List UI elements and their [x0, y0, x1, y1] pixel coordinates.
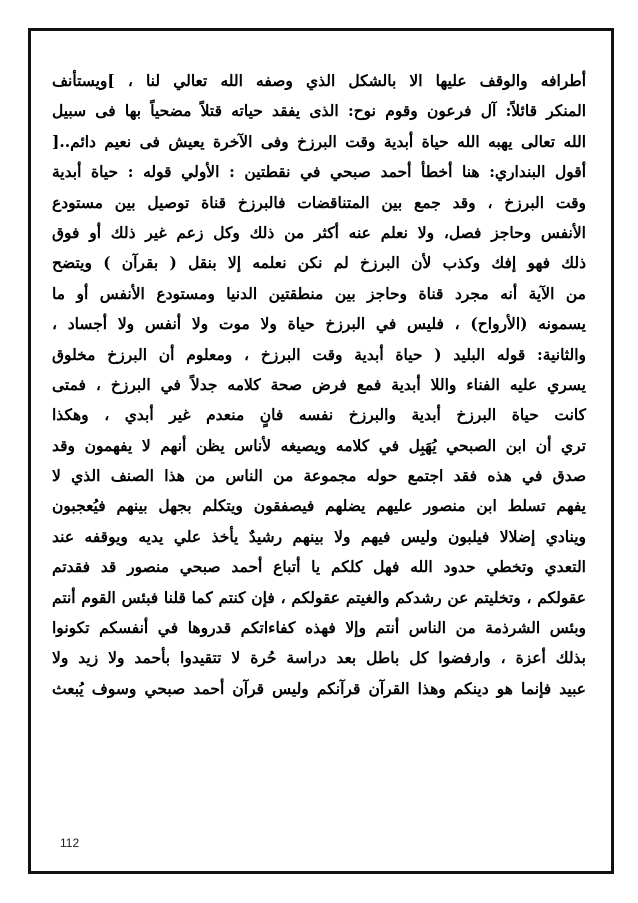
text-line-8: من الآية أنه مجرد قناة وحاجز بين منطقتين الدنيا ومستودع الأنفس أو ما — [52, 283, 586, 303]
page-number: 112 — [60, 836, 80, 850]
text-line-2: المنكر قائلاً: آل فرعون وقوم نوح: الذى يفقد حياته قتلاً مضحياً بها فى سبيل — [52, 101, 586, 121]
text-line-16: وينادي إضلالا فيلبون وليس فيهم ولا بينهم رشيدٌ يأخذ علي يديه ويوقفه عند — [52, 526, 586, 546]
text-line-12: كانت حياة البرزخ أبدية والبرزخ نفسه فانٍ منعدم غير أبدي ، وهكذا — [52, 405, 586, 425]
text-line-14: صدق في هذه فقد اجتمع حوله مجموعة من الناس من هذا الصنف الذي لا — [52, 466, 586, 486]
body-text — [52, 66, 586, 704]
text-line-1: أطرافه والوقف عليها الا بالشكل الذي وصفه الله تعالي لنا ، ]ويستأنف — [52, 71, 586, 90]
text-line-13: تري أن ابن الصبحي يُهَبِل في كلامه ويصيغه لأناس يظن أنهم لا يفهمون وقد — [52, 435, 586, 455]
text-line-18: عقولكم ، وتخليتم عن رشدكم والغيتم عقولكم ، فإن كنتم كما قلنا فبئس القوم أنتم — [52, 587, 586, 607]
text-line-9: يسمونه (الأرواح) ، فليس في البرزخ حياة ولا موت ولا أنفس ولا أجساد ، — [52, 314, 586, 334]
text-line-5: وقت البرزخ ، وقد جمع بين المتناقضات فالبرزخ قناة توصيل بين مستودع — [52, 192, 586, 212]
text-line-7: ذلك فهو إفك وكذب لأن البرزخ لم نكن نعلمه إلا بنقل ( بقرآن ) ويتضح — [52, 253, 586, 273]
text-line-10: والثانية: قوله البليد ( حياة أبدية وقت البرزخ ، ومعلوم أن البرزخ مخلوق — [52, 344, 586, 364]
text-line-20: بذلك أعزة ، وارفضوا كل باطل بعد دراسة حُرة لا تتقيدوا بأحمد ولا زيد ولا — [52, 648, 586, 668]
text-line-11: يسري عليه الفناء واللا أبدية فمع فرض صحة كلامه جدلاً في البرزخ ، فمتى — [52, 374, 586, 394]
text-line-4: أقول البنداري: هنا أخطأ أحمد صبحي في نقطتين : الأولي قوله : حياة أبدية — [52, 162, 586, 182]
text-line-15: يفهم تسلط ابن منصور عليهم يضلهم فيصفقون ويتكلم بجهل بينهم فيُعجبون — [52, 496, 586, 516]
text-line-6: الأنفس وحاجز فصل، ولا نعلم عنه أكثر من ذلك وكل زعم غير ذلك أو فوق — [52, 222, 586, 242]
text-line-21: عبيد فإنما هو دينكم وهذا القرآن قرآنكم وليس قرآن أحمد صبحي وسوف يُبعث — [52, 678, 586, 698]
text-line-17: التعدي وتخطي حدود الله فهل كلكم يا أتباع أحمد صبحي منصور قد فقدتم — [52, 557, 586, 577]
text-line-19: وبئس الشرذمة من الناس أنتم وإلا فهذه كفاءاتكم قدروها في أنفسكم تكونوا — [52, 618, 586, 638]
text-line-3: الله تعالى يهبه الله حياة أبدية وقت البرزخ وفى الآخرة يعيش فى نعيم دائم..[ — [52, 131, 586, 151]
